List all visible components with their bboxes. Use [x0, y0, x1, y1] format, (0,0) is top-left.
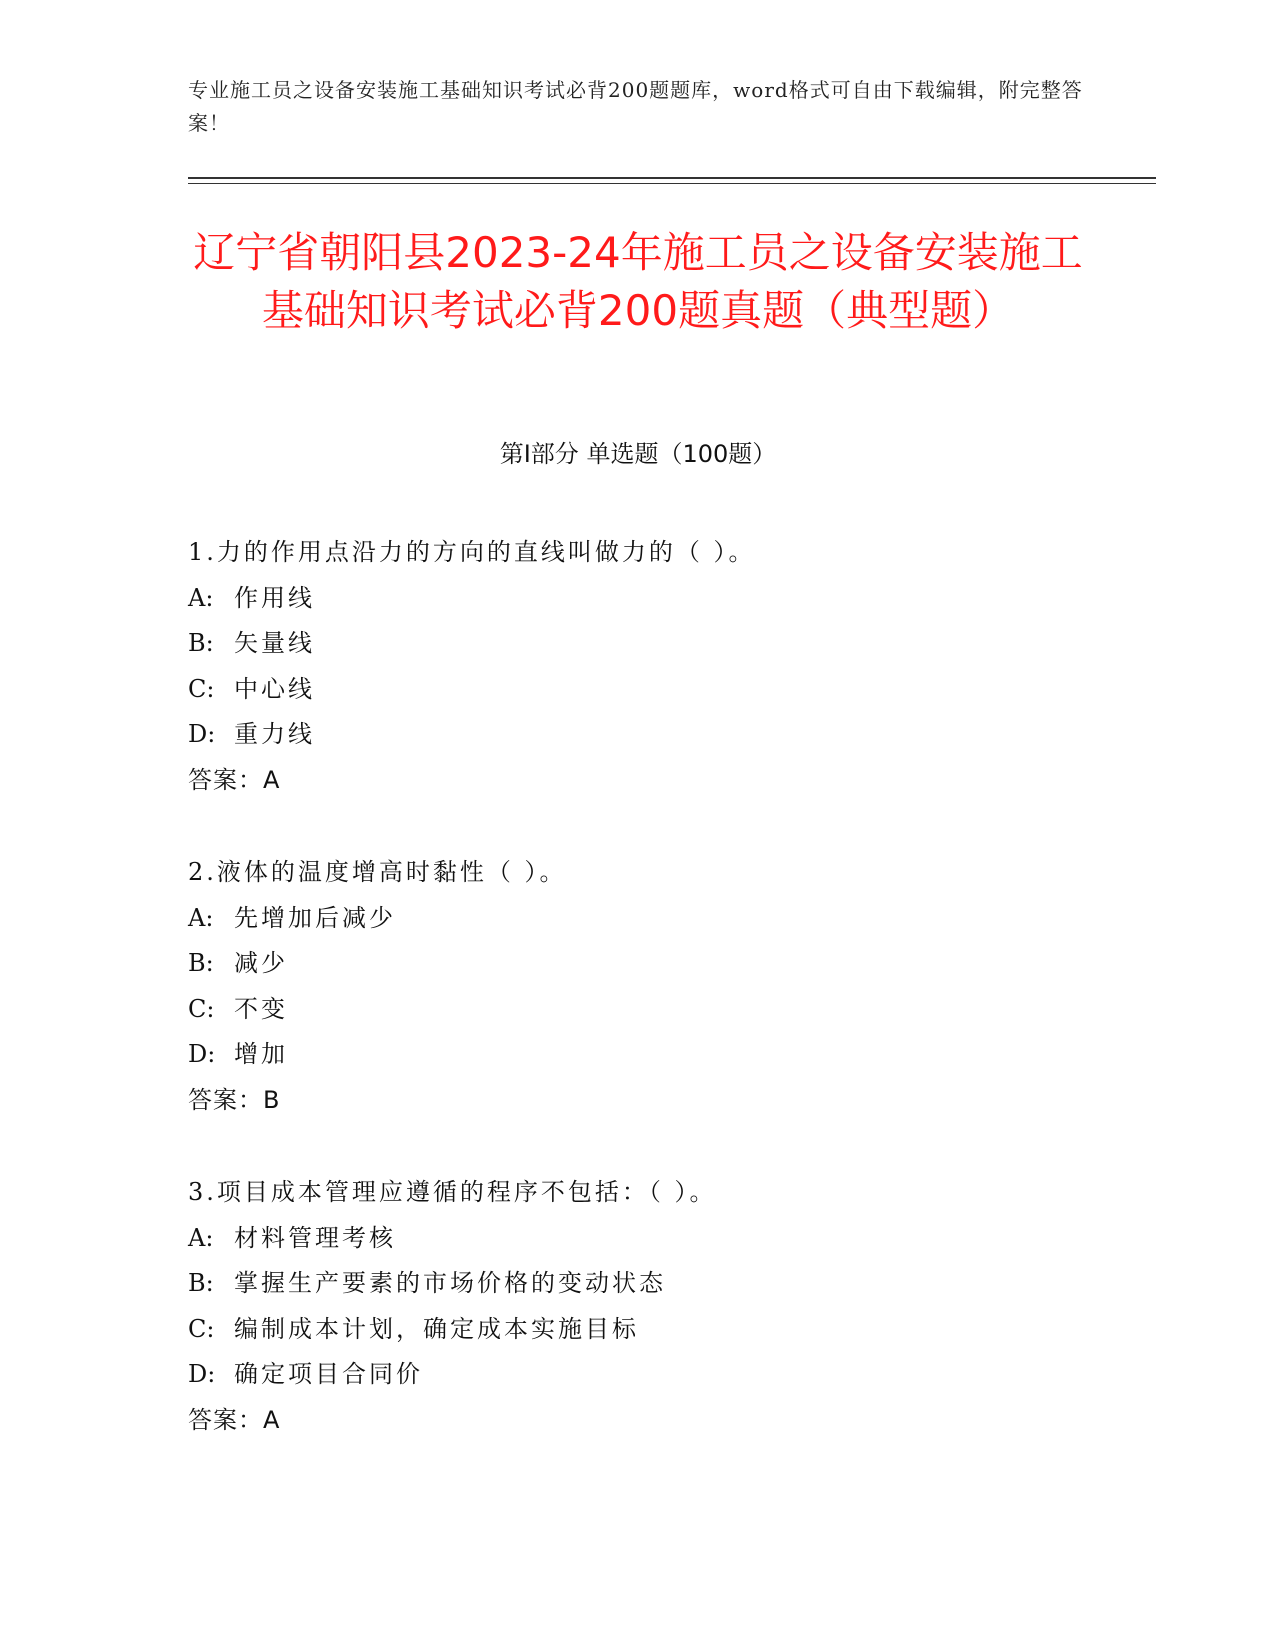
question-2	[188, 850, 1088, 1123]
question-1	[188, 530, 1088, 803]
option-b	[188, 941, 1088, 987]
option-text: 材料管理考核	[234, 1223, 396, 1252]
document-title: 辽宁省朝阳县2023-24年施工员之设备安装施工基础知识考试必背200题真题（典型题）	[193, 228, 1083, 335]
option-letter: A:	[188, 903, 214, 932]
option-letter: C:	[188, 994, 215, 1023]
option-d	[188, 1352, 1088, 1398]
option-text: 减少	[234, 949, 288, 977]
question-stem: 1.力的作用点沿力的方向的直线叫做力的（ ）。	[188, 538, 756, 566]
option-letter: A:	[188, 1223, 214, 1252]
option-a	[188, 1216, 1088, 1262]
question-stem: 3.项目成本管理应遵循的程序不包括：（ ）。	[188, 1178, 717, 1206]
option-b	[188, 621, 1088, 667]
option-letter: B:	[188, 949, 214, 977]
answer: 答案：A	[188, 765, 281, 794]
option-text: 作用线	[234, 583, 315, 612]
option-text: 矢量线	[234, 629, 315, 657]
option-c	[188, 987, 1088, 1033]
header-note: 专业施工员之设备安装施工基础知识考试必背200题题库，word格式可自由下载编辑，附完整答案！	[188, 78, 1083, 135]
option-b	[188, 1261, 1088, 1307]
section-title: 第Ⅰ部分 单选题（100题）	[499, 440, 777, 468]
option-c	[188, 1307, 1088, 1353]
option-letter: B:	[188, 629, 214, 657]
option-a	[188, 576, 1088, 622]
option-text: 中心线	[234, 674, 315, 703]
option-text: 不变	[234, 994, 288, 1023]
option-letter: D:	[188, 1360, 216, 1388]
option-text: 确定项目合同价	[234, 1360, 423, 1388]
option-text: 增加	[234, 1040, 288, 1068]
option-letter: C:	[188, 1314, 215, 1343]
option-d	[188, 712, 1088, 758]
option-text: 掌握生产要素的市场价格的变动状态	[234, 1269, 666, 1297]
option-text: 先增加后减少	[234, 903, 396, 932]
option-d	[188, 1032, 1088, 1078]
option-c	[188, 667, 1088, 713]
option-letter: D:	[188, 720, 216, 748]
option-letter: C:	[188, 674, 215, 703]
option-letter: B:	[188, 1269, 214, 1297]
option-letter: D:	[188, 1040, 216, 1068]
answer: 答案：B	[188, 1085, 281, 1114]
option-letter: A:	[188, 583, 214, 612]
header-divider-thick	[188, 177, 1156, 179]
question-stem: 2.液体的温度增高时黏性（ ）。	[188, 858, 567, 886]
header-divider-thin	[188, 183, 1156, 184]
option-text: 编制成本计划，确定成本实施目标	[234, 1314, 639, 1343]
question-3	[188, 1170, 1088, 1443]
answer: 答案：A	[188, 1405, 281, 1434]
option-text: 重力线	[234, 720, 315, 748]
option-a	[188, 896, 1088, 942]
